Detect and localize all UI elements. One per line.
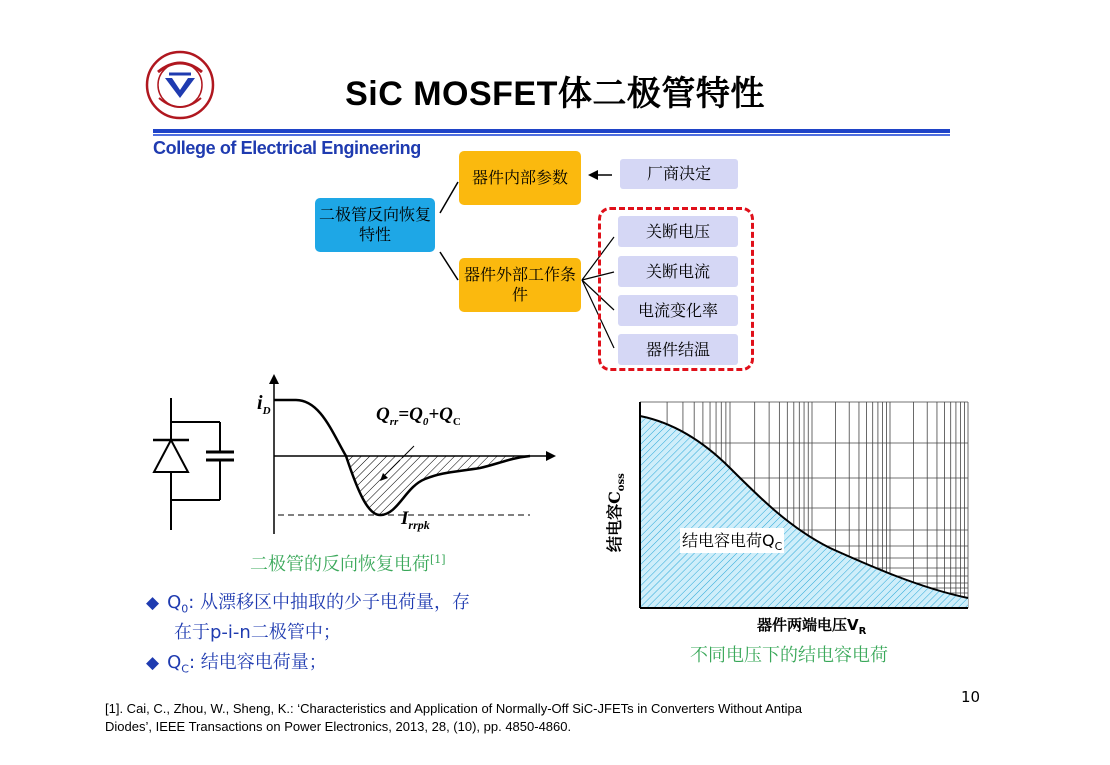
condition-turnoff-current: 关断电流 [618,256,738,287]
internal-params-node: 器件内部参数 [459,151,581,205]
external-conditions-node: 器件外部工作条件 [459,258,581,312]
bullet-qc: ◆ $Q_C$: 结电容电荷量； [146,652,327,676]
coss-axis-label: 结电容$C_{oss}$ [604,473,627,552]
bullet-q0-continued: 在于p-i-n二极管中； [174,622,341,643]
page-number: 10 [961,688,981,706]
page-title: SiC MOSFET体二极管特性 [345,75,765,113]
capchart-caption: 不同电压下的结电容电荷 [690,645,888,666]
reverse-recovery-node: 二极管反向恢复特性 [315,198,435,252]
diode-capacitor-schematic [140,392,250,542]
vendor-node: 厂商决定 [620,159,738,189]
reference-text: [1]. Cai, C., Zhou, W., Sheng, K.: ‘Characteristics and Application of Normally-Off SiC-JFETs in Converters Without Antipa Diodes’, IEEE Transactions on Power Electronics, 2013, 28, (10), pp. 4850-4860. [105,701,802,734]
condition-junction-temp: 器件结温 [618,334,738,365]
qrr-formula: $Q_{rr}=Q_0+Q_C$ [376,404,461,428]
qc-inner-label: 结电容电荷$Q_C$ [680,528,784,553]
vr-axis-label: 器件两端电压$V_R$ [757,616,867,637]
college-name: College of Electrical Engineering [153,138,421,158]
diamond-bullet-icon: ◆ [146,593,160,613]
id-axis-label: $i_D$ [257,392,271,417]
irrpk-label: $I_{rrpk}$ [401,508,430,532]
capacitance-chart [630,398,975,613]
condition-di-dt: 电流变化率 [618,295,738,326]
condition-turnoff-voltage: 关断电压 [618,216,738,247]
waveform-caption: 二极管的反向恢复电荷[1] [250,553,446,575]
diamond-bullet-icon: ◆ [146,653,160,673]
bullet-q0: ◆ $Q_0$: 从漂移区中抽取的少子电荷量，存 [146,592,471,616]
